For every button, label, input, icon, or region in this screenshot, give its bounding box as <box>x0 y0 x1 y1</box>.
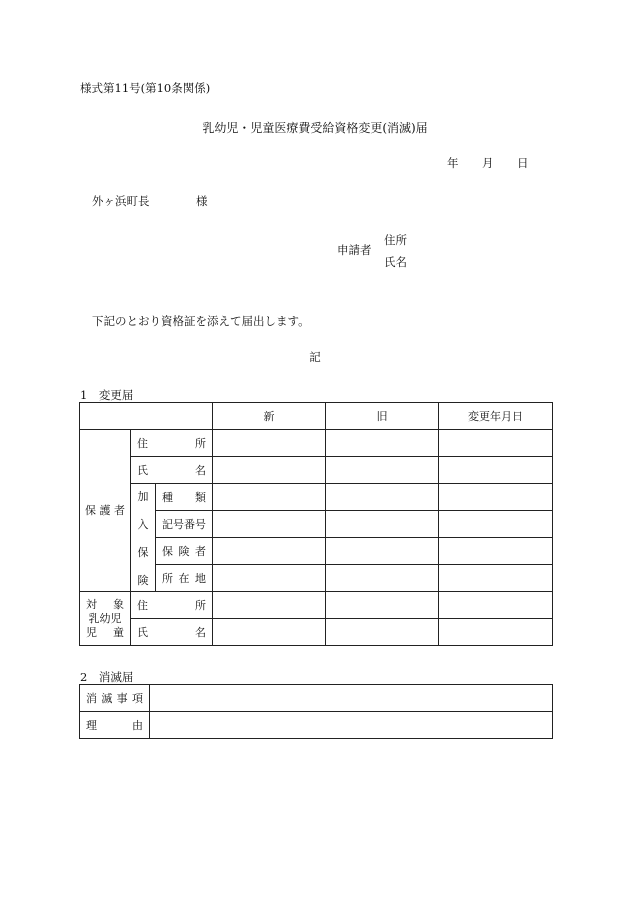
termination-item-label: 消 滅 事 項 <box>80 685 150 712</box>
child-label-line-3: 児 童 <box>86 625 124 639</box>
input-cell[interactable] <box>439 538 553 565</box>
guardian-name-label: 氏 名 <box>131 457 213 484</box>
header-blank-cell <box>80 403 213 430</box>
table-header-row <box>80 403 553 430</box>
child-label-line-1: 対 象 <box>86 597 124 611</box>
input-cell[interactable] <box>439 511 553 538</box>
guardian-address-label: 住 所 <box>131 430 213 457</box>
section2-heading: 2 消滅届 <box>80 670 134 684</box>
input-cell[interactable] <box>326 592 439 619</box>
insurance-type-label: 種 類 <box>156 484 213 511</box>
insurer-location-label: 所 在 地 <box>156 565 213 592</box>
table-row <box>80 592 553 619</box>
input-cell[interactable] <box>326 511 439 538</box>
input-cell[interactable] <box>213 430 326 457</box>
date-day-label: 日 <box>517 156 529 170</box>
table-row <box>80 430 553 457</box>
insurance-label-text: 加 入 保 険 <box>137 489 149 587</box>
applicant-address-label: 住所 <box>384 233 407 247</box>
table-row <box>80 457 553 484</box>
input-cell[interactable] <box>213 592 326 619</box>
date-year-label: 年 <box>447 156 459 170</box>
input-cell[interactable] <box>213 457 326 484</box>
column-header-change-date: 変更年月日 <box>439 403 553 430</box>
change-table <box>79 402 553 646</box>
reason-label: 理 由 <box>80 712 150 739</box>
termination-table <box>79 684 553 739</box>
child-label <box>80 592 131 646</box>
child-name-label: 氏 名 <box>131 619 213 646</box>
table-row <box>80 619 553 646</box>
table-row <box>80 484 553 511</box>
input-cell[interactable] <box>150 685 553 712</box>
table-row <box>80 685 553 712</box>
document-title: 乳幼児・児童医療費受給資格変更(消滅)届 <box>202 121 428 135</box>
input-cell[interactable] <box>326 619 439 646</box>
input-cell[interactable] <box>213 511 326 538</box>
input-cell[interactable] <box>326 457 439 484</box>
input-cell[interactable] <box>439 619 553 646</box>
input-cell[interactable] <box>326 484 439 511</box>
honorific: 様 <box>196 194 208 208</box>
input-cell[interactable] <box>439 565 553 592</box>
ki-heading: 記 <box>309 350 321 364</box>
input-cell[interactable] <box>326 430 439 457</box>
input-cell[interactable] <box>213 484 326 511</box>
form-number: 様式第11号(第10条関係) <box>80 81 211 95</box>
input-cell[interactable] <box>213 565 326 592</box>
input-cell[interactable] <box>439 484 553 511</box>
input-cell[interactable] <box>213 619 326 646</box>
child-address-label: 住 所 <box>131 592 213 619</box>
column-header-new: 新 <box>213 403 326 430</box>
input-cell[interactable] <box>213 538 326 565</box>
input-cell[interactable] <box>439 430 553 457</box>
date-month-label: 月 <box>482 156 494 170</box>
applicant-label: 申請者 <box>337 243 372 257</box>
guardian-label: 保 護 者 <box>80 430 131 592</box>
insurer-label: 保 険 者 <box>156 538 213 565</box>
input-cell[interactable] <box>150 712 553 739</box>
child-label-line-2: 乳幼児 <box>88 611 122 625</box>
insurance-label <box>131 484 156 592</box>
input-cell[interactable] <box>439 592 553 619</box>
section1-heading: 1 変更届 <box>80 388 134 402</box>
column-header-old: 旧 <box>326 403 439 430</box>
applicant-name-label: 氏名 <box>384 255 407 269</box>
insurance-number-label: 記 号 番 号 <box>156 511 213 538</box>
intro-text: 下記のとおり資格証を添えて届出します。 <box>92 314 310 328</box>
input-cell[interactable] <box>326 538 439 565</box>
addressee: 外ヶ浜町長 <box>92 194 150 208</box>
input-cell[interactable] <box>439 457 553 484</box>
input-cell[interactable] <box>326 565 439 592</box>
table-row <box>80 712 553 739</box>
